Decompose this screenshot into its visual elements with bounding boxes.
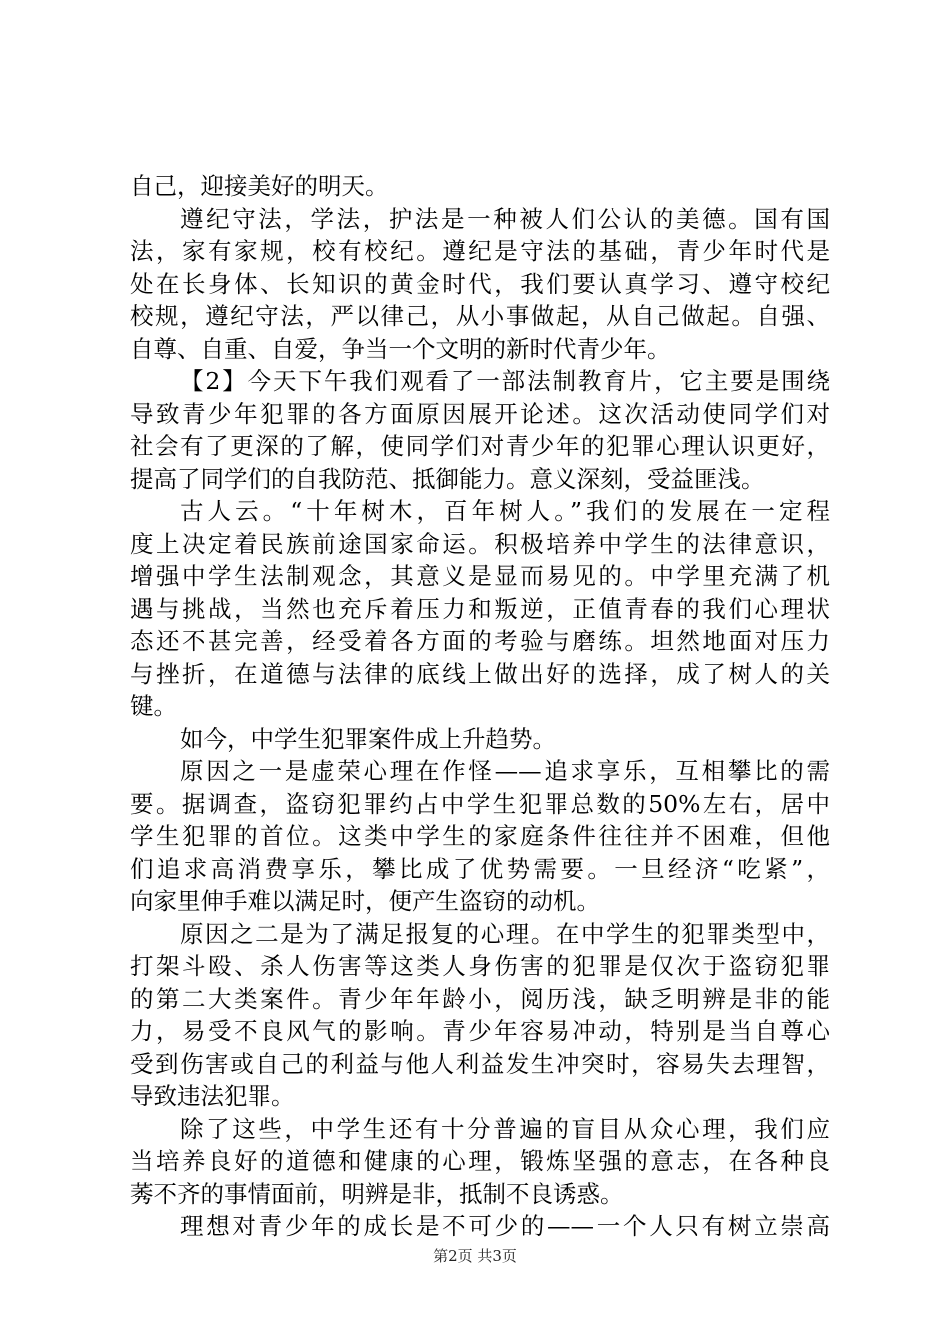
- text-line: 原因之一是虚荣心理在作怪——追求享乐，互相攀比的需: [180, 757, 830, 785]
- text-line: 校规，遵纪守法，严以律己，从小事做起，从自己做起。自强、: [130, 302, 830, 330]
- text-line: 键。: [130, 692, 177, 720]
- text-line: 法，家有家规，校有校纪。遵纪是守法的基础，青少年时代是: [130, 237, 830, 265]
- text-line: 社会有了更深的了解，使同学们对青少年的犯罪心理认识更好，: [130, 432, 830, 460]
- text-line: 度上决定着民族前途国家命运。积极培养中学生的法律意识，: [130, 529, 830, 558]
- text-line: 向家里伸手难以满足时，便产生盗窃的动机。: [130, 887, 600, 915]
- text-line: 们追求高消费享乐，攀比成了优势需要。一旦经济“吃紧”，: [130, 854, 830, 883]
- text-line: 学生犯罪的首位。这类中学生的家庭条件往往并不困难，但他: [130, 822, 830, 850]
- text-line: 除了这些，中学生还有十分普遍的盲目从众心理，我们应: [180, 1114, 830, 1143]
- text-line: 如今，中学生犯罪案件成上升趋势。: [180, 724, 556, 753]
- page-footer: 第2页 共3页: [433, 1247, 517, 1265]
- text-line: 原因之二是为了满足报复的心理。在中学生的犯罪类型中，: [180, 919, 830, 948]
- text-line: 遵纪守法，学法，护法是一种被人们公认的美德。国有国: [180, 204, 830, 233]
- text-line: 理想对青少年的成长是不可少的——一个人只有树立崇高: [180, 1212, 830, 1240]
- text-line: 增强中学生法制观念，其意义是显而易见的。中学里充满了机: [130, 562, 830, 590]
- text-line: 提高了同学们的自我防范、抵御能力。意义深刻，受益匪浅。: [130, 464, 765, 493]
- text-line: 态还不甚完善，经受着各方面的考验与磨练。坦然地面对压力: [130, 627, 830, 655]
- text-line: 受到伤害或自己的利益与他人利益发生冲突时，容易失去理智，: [130, 1049, 830, 1078]
- text-line: 古人云。“十年树木，百年树人。”我们的发展在一定程: [180, 497, 830, 525]
- text-line: 力，易受不良风气的影响。青少年容易冲动，特别是当自尊心: [130, 1017, 830, 1045]
- text-line: 遇与挑战，当然也充斥着压力和叛逆，正值青春的我们心理状: [130, 594, 830, 623]
- text-line: 当培养良好的道德和健康的心理，锻炼坚强的意志，在各种良: [130, 1147, 830, 1175]
- text-line: 的第二大类案件。青少年年龄小，阅历浅，缺乏明辨是非的能: [130, 984, 830, 1013]
- text-line: 自己，迎接美好的明天。: [130, 172, 389, 200]
- text-line: 导致青少年犯罪的各方面原因展开论述。这次活动使同学们对: [130, 399, 830, 428]
- text-line: 莠不齐的事情面前，明辨是非，抵制不良诱惑。: [130, 1179, 624, 1208]
- text-line: 与挫折，在道德与法律的底线上做出好的选择，成了树人的关: [130, 659, 830, 688]
- text-line: 【2】今天下午我们观看了一部法制教育片，它主要是围绕: [180, 367, 830, 395]
- text-line: 打架斗殴、杀人伤害等这类人身伤害的犯罪是仅次于盗窃犯罪: [130, 952, 830, 980]
- text-line: 自尊、自重、自爱，争当一个文明的新时代青少年。: [130, 334, 671, 363]
- text-line: 导致违法犯罪。: [130, 1082, 295, 1110]
- text-line: 处在长身体、长知识的黄金时代，我们要认真学习、遵守校纪: [130, 269, 830, 298]
- text-line: 要。据调查，盗窃犯罪约占中学生犯罪总数的50%左右，居中: [130, 789, 830, 818]
- document-body: [130, 170, 830, 1243]
